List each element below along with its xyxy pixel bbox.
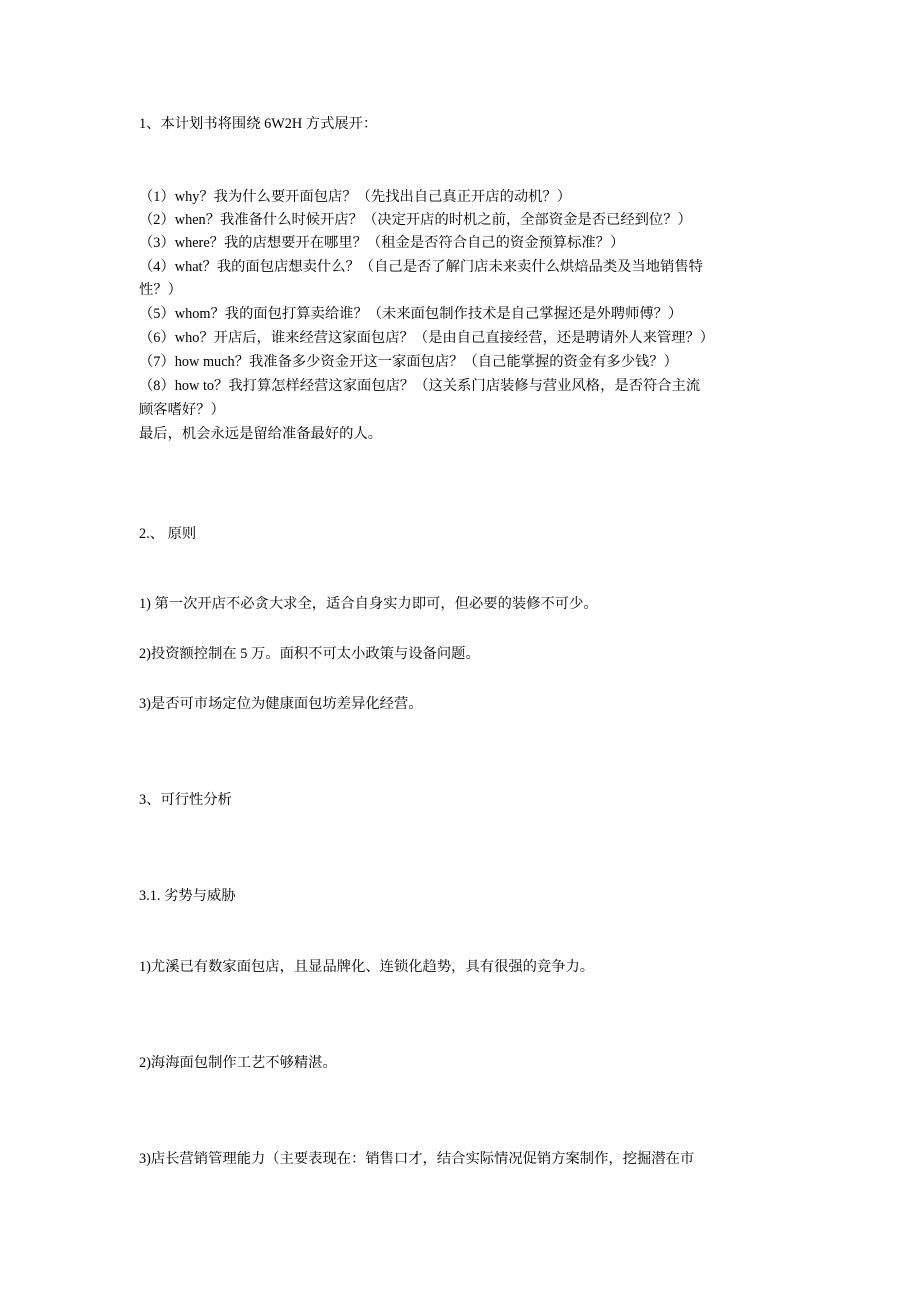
- section-1-closing: 最后，机会永远是留给准备最好的人。: [139, 426, 383, 442]
- section-3-heading: 3、可行性分析: [139, 792, 232, 808]
- list-item-how-much: （7）how much？我准备多少资金开这一家面包店？（自己能掌握的资金有多少钱？）: [139, 354, 678, 370]
- list-item-what: （4）what？我的面包店想卖什么？（自己是否了解门店未来卖什么烘焙品类及当地销售特: [139, 259, 703, 275]
- list-item-whom: （5）whom？我的面包打算卖给谁？（未来面包制作技术是自己掌握还是外聘师傅？）: [139, 306, 683, 322]
- principle-item-2: 2)投资额控制在 5 万。面积不可太小政策与设备问题。: [139, 646, 480, 662]
- section-2-heading: 2.、 原则: [139, 526, 197, 542]
- threat-item-3: 3)店长营销管理能力（主要表现在：销售口才，结合实际情况促销方案制作，挖掘潜在市: [139, 1151, 695, 1167]
- threat-item-1: 1)尤溪已有数家面包店，且显品牌化、连锁化趋势，具有很强的竞争力。: [139, 959, 595, 975]
- list-item-when: （2）when？我准备什么时候开店？（决定开店的时机之前，全部资金是否已经到位？）: [139, 212, 692, 228]
- list-item-why: （1）why？我为什么要开面包店？（先找出自己真正开店的动机？）: [139, 189, 572, 205]
- section-1-heading: 1、本计划书将围绕 6W2H 方式展开：: [139, 116, 378, 132]
- list-item-where: （3）where？我的店想要开在哪里？（租金是否符合自己的资金预算标准？）: [139, 235, 625, 251]
- list-item-how-to-continued: 顾客嗜好？）: [139, 402, 225, 418]
- list-item-who: （6）who？开店后，谁来经营这家面包店？（是由自己直接经营，还是聘请外人来管理？）: [139, 330, 715, 346]
- principle-item-1: 1) 第一次开店不必贪大求全，适合自身实力即可，但必要的装修不可少。: [139, 596, 598, 612]
- threat-item-2: 2)海海面包制作工艺不够精湛。: [139, 1055, 337, 1071]
- list-item-how-to: （8）how to？我打算怎样经营这家面包店？（这关系门店装修与营业风格，是否符合主流: [139, 378, 701, 394]
- principle-item-3: 3)是否可市场定位为健康面包坊差异化经营。: [139, 696, 423, 712]
- subsection-3-1-heading: 3.1. 劣势与威胁: [139, 888, 236, 904]
- list-item-what-continued: 性？）: [139, 282, 182, 298]
